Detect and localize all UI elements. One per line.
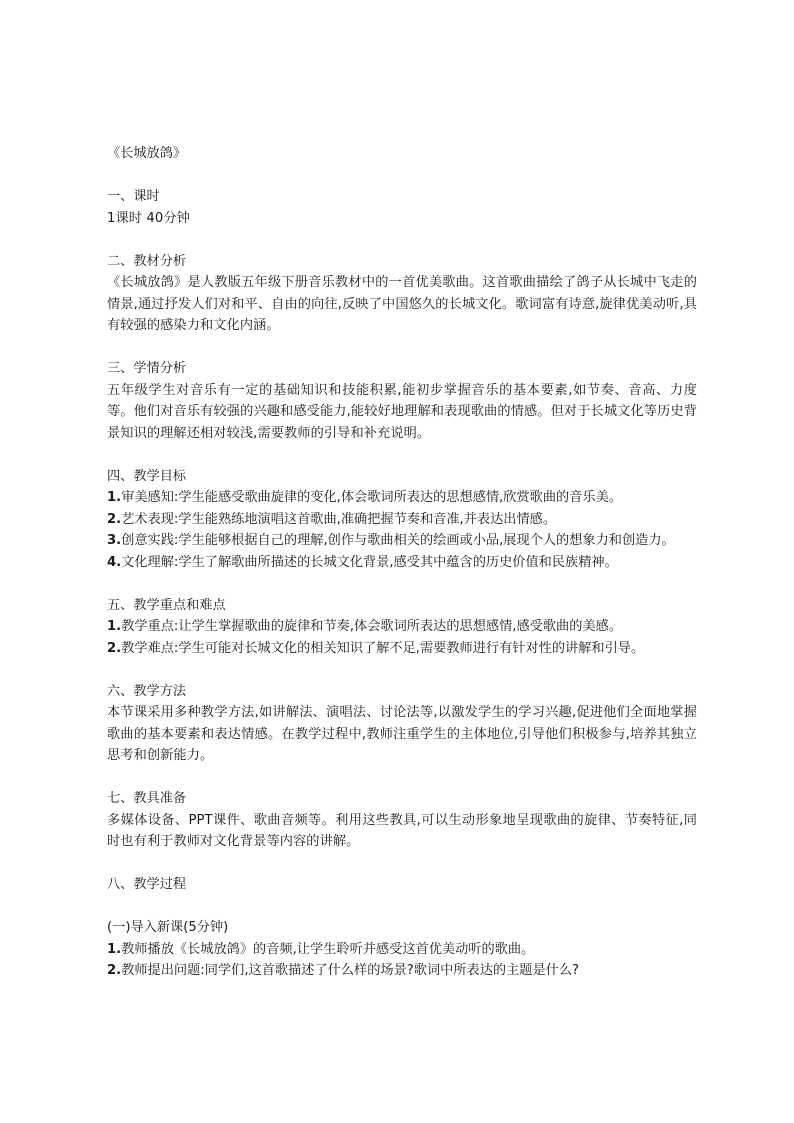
list-item-number: 2.	[107, 963, 122, 978]
list-item-number: 1.	[107, 941, 122, 957]
list-item-text: 教学重点:让学生掌握歌曲的旋律和节奏,体会歌词所表达的思想感情,感受歌曲的美感。	[121, 619, 622, 634]
section-teaching-methods	[107, 681, 697, 767]
list-item-text: 教师提出问题:同学们,这首歌描述了什么样的场景?歌词中所表达的主题是什么?	[121, 963, 580, 978]
process-intro	[107, 917, 697, 982]
list-item-number: 4.	[107, 554, 122, 570]
list-item-text: 教学难点:学生可能对长城文化的相关知识了解不足,需要教师进行有针对性的讲解和引导。	[121, 640, 645, 656]
section-heading: 一、课时	[107, 189, 160, 204]
list-item	[107, 616, 697, 638]
section-textbook-analysis	[107, 251, 697, 337]
section-heading: 七、教具准备	[107, 791, 187, 806]
document-title: 《长城放鸽》	[107, 146, 187, 161]
list-item	[107, 939, 697, 961]
list-item-number: 2.	[107, 511, 122, 527]
list-item-text: 文化理解:学生了解歌曲所描述的长城文化背景,感受其中蕴含的历史价值和民族精神。	[121, 554, 618, 570]
list-item	[107, 487, 697, 509]
section-key-points	[107, 595, 697, 660]
section-heading: 二、教材分析	[107, 253, 187, 269]
process-subheading: (一)导入新课(5分钟)	[107, 920, 229, 935]
list-item-text: 艺术表现:学生能熟练地演唱这首歌曲,准确把握节奏和音准,并表达出情感。	[121, 511, 557, 527]
section-paragraph: 《长城放鸽》是人教版五年级下册音乐教材中的一首优美歌曲。这首歌曲描绘了鸽子从长城中飞走的情景,通过抒发人们对和平、自由的向往,反映了中国悠久的长城文化。歌词富有诗意,旋律优美动听,具有较强的感染力和文化内涵。	[107, 275, 697, 333]
section-paragraph: 五年级学生对音乐有一定的基础知识和技能积累,能初步掌握音乐的基本要素,如节奏、音高、力度等。他们对音乐有较强的兴趣和感受能力,能较好地理解和表现歌曲的情感。但对于长城文化等历史背景知识的理解还相对较浅,需要教师的引导和补充说明。	[107, 382, 697, 441]
section-heading: 四、教学目标	[107, 468, 187, 484]
list-item-text: 教师播放《长城放鸽》的音频,让学生聆听并感受这首优美动听的歌曲。	[121, 941, 535, 957]
section-heading: 八、教学过程	[107, 877, 187, 892]
list-item	[107, 509, 697, 531]
section-teaching-aids	[107, 788, 697, 853]
section-heading: 五、教学重点和难点	[107, 597, 226, 613]
list-item	[107, 960, 697, 982]
list-item-number: 3.	[107, 533, 122, 548]
list-item-text: 审美感知:学生能感受歌曲旋律的变化,体会歌词所表达的思想感情,欣赏歌曲的音乐美。	[121, 490, 622, 505]
list-item	[107, 552, 697, 574]
section-paragraph: 多媒体设备、PPT课件、歌曲音频等。利用这些教具,可以生动形象地呈现歌曲的旋律、节奏特征,同时也有利于教师对文化背景等内容的讲解。	[107, 812, 697, 849]
section-heading: 三、学情分析	[107, 361, 187, 376]
section-teaching-process	[107, 874, 697, 896]
list-item-number: 1.	[107, 490, 122, 505]
list-item-number: 1.	[107, 619, 122, 634]
list-item-number: 2.	[107, 640, 122, 656]
section-heading: 六、教学方法	[107, 683, 187, 699]
list-item	[107, 530, 697, 552]
list-item	[107, 638, 697, 660]
section-class-hours	[107, 186, 697, 229]
section-paragraph: 本节课采用多种教学方法,如讲解法、演唱法、讨论法等,以激发学生的学习兴趣,促进他们全面地掌握歌曲的基本要素和表达情感。在教学过程中,教师注重学生的主体地位,引导他们积极参与,培养其独立思考和创新能力。	[107, 705, 697, 763]
document-page	[107, 143, 697, 1003]
section-line: 1课时 40分钟	[107, 210, 190, 226]
section-teaching-goals	[107, 466, 697, 574]
list-item-text: 创意实践:学生能够根据自己的理解,创作与歌曲相关的绘画或小品,展现个人的想象力和创造力。	[121, 533, 675, 548]
section-student-analysis	[107, 358, 697, 444]
